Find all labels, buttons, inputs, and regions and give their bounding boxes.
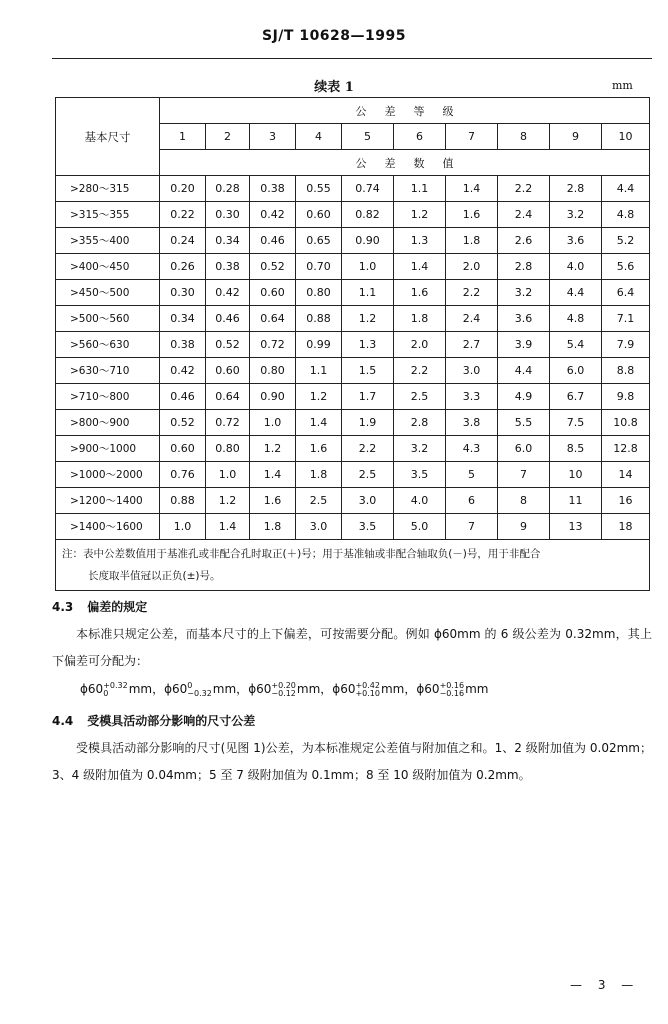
tolerance-value-cell: 1.1 [394, 176, 446, 202]
tolerance-value-cell: 3.8 [446, 410, 498, 436]
tolerance-value-cell: 0.70 [296, 254, 342, 280]
tolerance-value-cell: 2.8 [550, 176, 602, 202]
tolerance-value-cell: 2.7 [446, 332, 498, 358]
tolerance-value-cell: 1.5 [342, 358, 394, 384]
table-row [56, 436, 650, 462]
tolerance-value-cell: 1.2 [250, 436, 296, 462]
tolerance-value-cell: 1.0 [160, 514, 206, 540]
tolerance-value-cell: 3.6 [550, 228, 602, 254]
tolerance-value-cell: 0.30 [160, 280, 206, 306]
tolerance-value-cell: 6.0 [550, 358, 602, 384]
deviation-pair [187, 682, 212, 698]
tolerance-value-cell: 3.0 [296, 514, 342, 540]
size-range-cell: >280～315 [56, 176, 160, 202]
table-unit: mm [612, 79, 633, 92]
formula-unit: mm [465, 682, 489, 696]
upper-deviation: 0 [187, 680, 193, 690]
tolerance-value-cell: 0.74 [342, 176, 394, 202]
formula-base: ϕ60 [332, 682, 356, 696]
grade-number: 6 [394, 124, 446, 150]
tolerance-value-cell: 14 [602, 462, 650, 488]
tolerance-value-cell: 7.5 [550, 410, 602, 436]
grade-number: 4 [296, 124, 342, 150]
lower-deviation: 0 [103, 688, 109, 698]
tolerance-value-cell: 0.38 [250, 176, 296, 202]
tolerance-value-cell: 8 [498, 488, 550, 514]
tolerance-value-cell: 0.42 [250, 202, 296, 228]
tolerance-value-cell: 1.3 [342, 332, 394, 358]
tolerance-value-cell: 10.8 [602, 410, 650, 436]
formula-unit: mm， [128, 682, 165, 696]
table-row [56, 514, 650, 540]
tolerance-value-cell: 3.2 [550, 202, 602, 228]
table-note [56, 540, 650, 591]
tolerance-value-cell: 2.0 [446, 254, 498, 280]
lower-deviation: +0.10 [355, 688, 380, 698]
size-range-cell: >630～710 [56, 358, 160, 384]
tolerance-value-cell: 0.22 [160, 202, 206, 228]
tolerance-value-cell: 1.7 [342, 384, 394, 410]
tolerance-value-cell: 2.8 [498, 254, 550, 280]
section-4-3-paragraph: 本标准只规定公差，而基本尺寸的上下偏差，可按需要分配。例如 ϕ60mm 的 6 级公差为 0.32mm，其上下偏差可分配为： [52, 627, 652, 668]
table-note-line-1: 注：表中公差数值用于基准孔或非配合孔时取正(＋)号；用于基准轴或非配合轴取负(－)号，用于非配合 [62, 548, 541, 560]
tolerance-value-cell: 6.7 [550, 384, 602, 410]
tolerance-value-cell: 0.72 [206, 410, 250, 436]
lower-deviation: −0.16 [439, 688, 465, 698]
size-range-cell: >1200～1400 [56, 488, 160, 514]
table-row [56, 280, 650, 306]
tolerance-value-cell: 2.5 [342, 462, 394, 488]
tolerance-value-cell: 0.42 [160, 358, 206, 384]
grade-number: 7 [446, 124, 498, 150]
tolerance-value-cell: 6 [446, 488, 498, 514]
tolerance-value-cell: 0.60 [296, 202, 342, 228]
tolerance-value-cell: 1.4 [206, 514, 250, 540]
tolerance-value-cell: 1.0 [342, 254, 394, 280]
table-row [56, 306, 650, 332]
tolerance-value-cell: 1.8 [446, 228, 498, 254]
section-number: 4.3 [52, 600, 74, 614]
tolerance-value-cell: 0.24 [160, 228, 206, 254]
tolerance-value-cell: 2.2 [498, 176, 550, 202]
tolerance-value-cell: 3.0 [446, 358, 498, 384]
tolerance-value-cell: 4.4 [498, 358, 550, 384]
tolerance-value-cell: 5.5 [498, 410, 550, 436]
stub-header: 基本尺寸 [56, 98, 160, 176]
grade-number: 10 [602, 124, 650, 150]
tolerance-value-cell: 0.88 [296, 306, 342, 332]
size-range-cell: >400～450 [56, 254, 160, 280]
tolerance-value-cell: 0.28 [206, 176, 250, 202]
grade-number: 9 [550, 124, 602, 150]
upper-deviation: +0.16 [439, 680, 465, 690]
tolerance-value-cell: 0.64 [206, 384, 250, 410]
tolerance-value-cell: 1.4 [394, 254, 446, 280]
table-row [56, 488, 650, 514]
table-row [56, 332, 650, 358]
deviation-pair [103, 682, 128, 698]
tolerance-value-cell: 5.6 [602, 254, 650, 280]
size-range-cell: >800～900 [56, 410, 160, 436]
tolerance-value-cell: 1.0 [206, 462, 250, 488]
tolerance-value-cell: 0.55 [296, 176, 342, 202]
size-range-cell: >1400～1600 [56, 514, 160, 540]
tolerance-value-cell: 5.2 [602, 228, 650, 254]
tolerance-value-cell: 0.38 [160, 332, 206, 358]
size-range-cell: >1000～2000 [56, 462, 160, 488]
tolerance-value-cell: 0.60 [160, 436, 206, 462]
tolerance-value-cell: 8.8 [602, 358, 650, 384]
lower-deviation: −0.32 [187, 688, 212, 698]
deviation-formula [80, 680, 488, 698]
tolerance-value-cell: 18 [602, 514, 650, 540]
tolerance-value-cell: 1.1 [342, 280, 394, 306]
deviation-pair [355, 682, 380, 698]
tolerance-value-cell: 2.6 [498, 228, 550, 254]
formula-unit: mm， [380, 682, 417, 696]
tolerance-value-cell: 4.3 [446, 436, 498, 462]
tolerance-value-cell: 2.5 [296, 488, 342, 514]
tolerance-value-cell: 1.4 [296, 410, 342, 436]
grade-number: 1 [160, 124, 206, 150]
tolerance-value-cell: 9.8 [602, 384, 650, 410]
tolerance-value-cell: 4.8 [602, 202, 650, 228]
tolerance-value-cell: 0.90 [342, 228, 394, 254]
tolerance-value-cell: 5 [446, 462, 498, 488]
section-title: 受模具活动部分影响的尺寸公差 [87, 714, 256, 728]
tolerance-value-cell: 0.46 [250, 228, 296, 254]
tolerance-value-cell: 7.9 [602, 332, 650, 358]
tolerance-value-cell: 0.46 [206, 306, 250, 332]
tolerance-value-cell: 7 [498, 462, 550, 488]
tolerance-value-cell: 1.1 [296, 358, 342, 384]
tolerance-value-cell: 1.6 [446, 202, 498, 228]
tolerance-value-cell: 1.6 [250, 488, 296, 514]
size-range-cell: >900～1000 [56, 436, 160, 462]
tolerance-value-cell: 10 [550, 462, 602, 488]
tolerance-value-cell: 0.52 [250, 254, 296, 280]
deviation-pair [271, 682, 296, 698]
tolerance-value-cell: 1.6 [394, 280, 446, 306]
table-row [56, 176, 650, 202]
tolerance-value-cell: 0.64 [250, 306, 296, 332]
tolerance-value-cell: 1.2 [394, 202, 446, 228]
table-row [56, 462, 650, 488]
tolerance-value-cell: 4.4 [550, 280, 602, 306]
tolerance-value-cell: 2.2 [394, 358, 446, 384]
tolerance-value-cell: 4.4 [602, 176, 650, 202]
tolerance-value-cell: 0.60 [250, 280, 296, 306]
tolerance-value-cell: 3.3 [446, 384, 498, 410]
tolerance-value-cell: 3.5 [394, 462, 446, 488]
tolerance-table [55, 97, 650, 591]
table-row [56, 228, 650, 254]
tolerance-value-cell: 6.0 [498, 436, 550, 462]
tolerance-value-cell: 0.60 [206, 358, 250, 384]
tolerance-value-cell: 1.2 [296, 384, 342, 410]
tolerance-value-cell: 3.2 [394, 436, 446, 462]
page-number: — 3 — [570, 978, 640, 992]
formula-base: ϕ60 [164, 682, 188, 696]
tolerance-value-cell: 4.8 [550, 306, 602, 332]
tolerance-value-cell: 0.76 [160, 462, 206, 488]
section-4-4-heading [52, 712, 255, 729]
formula-base: ϕ60 [416, 682, 440, 696]
section-title: 偏差的规定 [87, 600, 148, 614]
grade-number: 5 [342, 124, 394, 150]
tolerance-value-cell: 0.26 [160, 254, 206, 280]
tolerance-value-cell: 9 [498, 514, 550, 540]
grade-number: 8 [498, 124, 550, 150]
tolerance-value-cell: 0.88 [160, 488, 206, 514]
table-row [56, 384, 650, 410]
tolerance-value-cell: 3.6 [498, 306, 550, 332]
grade-number: 2 [206, 124, 250, 150]
size-range-cell: >355～400 [56, 228, 160, 254]
tolerance-value-cell: 0.99 [296, 332, 342, 358]
tolerance-value-cell: 0.46 [160, 384, 206, 410]
tolerance-value-cell: 0.52 [160, 410, 206, 436]
tolerance-value-cell: 0.34 [160, 306, 206, 332]
section-number: 4.4 [52, 714, 74, 728]
table-row [56, 254, 650, 280]
tolerance-value-cell: 1.0 [250, 410, 296, 436]
tolerance-value-cell: 0.20 [160, 176, 206, 202]
tolerance-value-cell: 7 [446, 514, 498, 540]
tolerance-value-cell: 13 [550, 514, 602, 540]
upper-deviation: +0.20 [271, 680, 296, 690]
size-range-cell: >315～355 [56, 202, 160, 228]
table-note-line-2: 长度取半值冠以正负(±)号。 [88, 570, 221, 582]
section-4-4-paragraph: 受模具活动部分影响的尺寸(见图 1)公差，为本标准规定公差值与附加值之和。1、2 级附加值为 0.02mm；3、4 级附加值为 0.04mm；5 至 7 级附加值为 0.1mm；8 至 10 级附加值为 0.2mm。 [52, 741, 652, 782]
tolerance-value-cell: 12.8 [602, 436, 650, 462]
tolerance-value-cell: 2.2 [446, 280, 498, 306]
tolerance-value-cell: 2.2 [342, 436, 394, 462]
tolerance-value-cell: 0.82 [342, 202, 394, 228]
table-row [56, 358, 650, 384]
tolerance-value-cell: 0.38 [206, 254, 250, 280]
tolerance-value-cell: 11 [550, 488, 602, 514]
upper-deviation: +0.42 [355, 680, 380, 690]
tolerance-value-cell: 4.9 [498, 384, 550, 410]
tolerance-value-cell: 2.4 [498, 202, 550, 228]
tolerance-value-cell: 3.9 [498, 332, 550, 358]
formula-unit: mm， [212, 682, 249, 696]
tolerance-value-cell: 0.42 [206, 280, 250, 306]
tolerance-value-cell: 1.8 [296, 462, 342, 488]
lower-deviation: −0.12 [271, 688, 296, 698]
size-range-cell: >500～560 [56, 306, 160, 332]
tolerance-value-cell: 1.9 [342, 410, 394, 436]
tolerance-value-cell: 0.80 [296, 280, 342, 306]
formula-unit: mm， [296, 682, 333, 696]
upper-deviation: +0.32 [103, 680, 128, 690]
tolerance-value-cell: 1.4 [446, 176, 498, 202]
grade-number: 3 [250, 124, 296, 150]
tolerance-value-cell: 4.0 [550, 254, 602, 280]
tolerance-value-cell: 0.80 [206, 436, 250, 462]
size-range-cell: >710～800 [56, 384, 160, 410]
tolerance-value-cell: 1.8 [250, 514, 296, 540]
tolerance-value-cell: 0.34 [206, 228, 250, 254]
tolerance-value-cell: 8.5 [550, 436, 602, 462]
table-row [56, 202, 650, 228]
tolerance-value-cell: 2.8 [394, 410, 446, 436]
tolerance-value-cell: 0.52 [206, 332, 250, 358]
tolerance-value-cell: 3.0 [342, 488, 394, 514]
tolerance-value-cell: 3.2 [498, 280, 550, 306]
size-range-cell: >450～500 [56, 280, 160, 306]
tolerance-value-cell: 5.4 [550, 332, 602, 358]
tolerance-value-cell: 1.2 [206, 488, 250, 514]
header-rule [52, 58, 652, 59]
value-header: 公差数值 [160, 150, 650, 176]
tolerance-value-cell: 1.2 [342, 306, 394, 332]
tolerance-value-cell: 4.0 [394, 488, 446, 514]
tolerance-value-cell: 0.65 [296, 228, 342, 254]
tolerance-value-cell: 7.1 [602, 306, 650, 332]
tolerance-value-cell: 0.80 [250, 358, 296, 384]
tolerance-value-cell: 2.4 [446, 306, 498, 332]
table-title: 续表 1 [314, 80, 354, 95]
deviation-pair [440, 682, 465, 698]
tolerance-value-cell: 0.30 [206, 202, 250, 228]
tolerance-value-cell: 0.72 [250, 332, 296, 358]
grade-header: 公差等级 [160, 98, 650, 124]
tolerance-value-cell: 1.8 [394, 306, 446, 332]
tolerance-value-cell: 6.4 [602, 280, 650, 306]
table-row [56, 410, 650, 436]
tolerance-value-cell: 16 [602, 488, 650, 514]
formula-base: ϕ60 [248, 682, 272, 696]
tolerance-value-cell: 0.90 [250, 384, 296, 410]
size-range-cell: >560～630 [56, 332, 160, 358]
tolerance-value-cell: 1.4 [250, 462, 296, 488]
tolerance-value-cell: 3.5 [342, 514, 394, 540]
section-4-3-heading [52, 598, 147, 615]
formula-base: ϕ60 [80, 682, 104, 696]
standard-code: SJ/T 10628—1995 [262, 28, 406, 44]
tolerance-value-cell: 1.6 [296, 436, 342, 462]
tolerance-value-cell: 1.3 [394, 228, 446, 254]
tolerance-value-cell: 2.5 [394, 384, 446, 410]
tolerance-value-cell: 2.0 [394, 332, 446, 358]
tolerance-value-cell: 5.0 [394, 514, 446, 540]
